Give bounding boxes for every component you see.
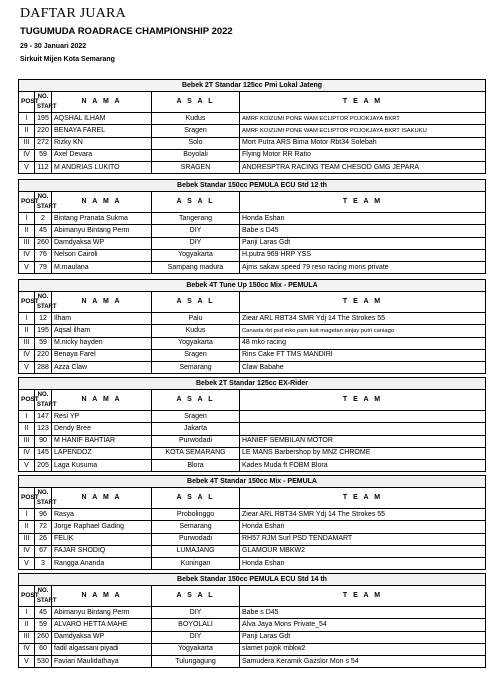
cell-team: GLAMOUR MBKW2 [240,545,486,557]
column-header-no-start: NO. START [35,390,52,411]
cell-team: Rins Cake FT TMS MANDIRI [240,349,486,361]
cell-start-number: 272 [35,137,52,149]
column-header-nama: N A M A [52,192,152,213]
results-table [18,475,486,570]
column-header-asal: A S A L [152,192,240,213]
cell-origin: Sragen [152,411,240,423]
column-header-team: T E A M [240,488,486,509]
column-header-team: T E A M [240,390,486,411]
cell-origin: Probolinggo [152,509,240,521]
cell-team: HANIEF SEMBILAN MOTOR [240,435,486,447]
cell-position: V [19,459,35,471]
cell-rider-name: M ANDRIAS LUKITO [52,161,152,173]
cell-team: Claw Babahe [240,361,486,373]
cell-rider-name: Rizky KN [52,137,152,149]
cell-position: I [19,607,35,619]
cell-origin: LUMAJANG [152,545,240,557]
table-row [19,545,486,557]
cell-rider-name: Damdyaksa WP [52,237,152,249]
cell-position: I [19,213,35,225]
cell-start-number: 26 [35,533,52,545]
table-row [19,411,486,423]
cell-origin: Sragen [152,125,240,137]
cell-start-number: 260 [35,237,52,249]
column-header-asal: A S A L [152,488,240,509]
column-header-asal: A S A L [152,586,240,607]
cell-team: AMRF KOIZUMI PONE WAM ECLIPTOR POJOKJAYA BKRT ISAKUKU [240,125,486,137]
cell-rider-name: Favian Maulidathaya [52,655,152,667]
cell-origin: BOYOLALI [152,619,240,631]
table-row [19,643,486,655]
table-row [19,423,486,435]
cell-position: IV [19,349,35,361]
cell-rider-name: Rasya [52,509,152,521]
column-header-team: T E A M [240,586,486,607]
cell-rider-name: FAJAR SHODIQ [52,545,152,557]
cell-rider-name: FELIK [52,533,152,545]
cell-start-number: 67 [35,545,52,557]
cell-start-number: 59 [35,619,52,631]
cell-rider-name: LAPENDOZ [52,447,152,459]
cell-position: I [19,509,35,521]
cell-start-number: 59 [35,337,52,349]
cell-rider-name: Ilham [52,313,152,325]
table-row [19,161,486,173]
cell-origin: Yogyakarta [152,249,240,261]
cell-origin: Kudus [152,113,240,125]
cell-team: Mort Putra ARS Bima Motor Rbt34 Solebah [240,137,486,149]
table-row [19,361,486,373]
result-section [18,573,486,668]
column-header-team: T E A M [240,192,486,213]
cell-position: V [19,161,35,173]
category-title: Bebek 2T Standar 125cc EX-Rider [19,378,486,390]
cell-position: II [19,325,35,337]
cell-team: H.putra 969 HRP YSS [240,249,486,261]
cell-origin: Boyolali [152,149,240,161]
category-title: Bebek Standar 150cc PEMULA ECU Std 12 th [19,180,486,192]
table-row [19,557,486,569]
cell-rider-name: BENAYA FAREL [52,125,152,137]
cell-rider-name: Axel Devara [52,149,152,161]
cell-rider-name: Nelson Cairoli [52,249,152,261]
cell-rider-name: Azza Claw [52,361,152,373]
column-header-team: T E A M [240,92,486,113]
table-row [19,447,486,459]
results-table [18,179,486,274]
cell-start-number: 72 [35,521,52,533]
column-header-nama: N A M A [52,390,152,411]
table-row [19,149,486,161]
cell-rider-name: Damdyaksa WP [52,631,152,643]
table-row [19,137,486,149]
cell-origin: Purwodadi [152,435,240,447]
cell-start-number: 45 [35,225,52,237]
column-header-no-start: NO. START [35,192,52,213]
results-table [18,79,486,174]
category-row [19,378,486,390]
cell-team: Babe s D45 [240,607,486,619]
cell-team: Ziear ARL RBT34 SMR Ydj 14 The Strokes 55 [240,313,486,325]
column-header-row [19,586,486,607]
cell-start-number: 45 [35,607,52,619]
category-title: Bebek 4T Standar 150cc Mix - PEMULA [19,476,486,488]
cell-origin: Yogyakarta [152,643,240,655]
table-row [19,435,486,447]
cell-position: IV [19,545,35,557]
table-row [19,313,486,325]
column-header-row [19,488,486,509]
cell-team: Alva Jaya Mons Private_54 [240,619,486,631]
cell-rider-name: M HANIF BAHTIAR [52,435,152,447]
category-row [19,280,486,292]
cell-team [240,411,486,423]
cell-position: I [19,313,35,325]
cell-origin: KOTA SEMARANG [152,447,240,459]
cell-origin: Kudus [152,325,240,337]
table-row [19,533,486,545]
cell-rider-name: Benaya Farel [52,349,152,361]
cell-position: II [19,225,35,237]
column-header-no-start: NO. START [35,586,52,607]
column-header-asal: A S A L [152,390,240,411]
cell-start-number: 3 [35,557,52,569]
table-row [19,631,486,643]
cell-start-number: 2 [35,213,52,225]
cell-start-number: 12 [35,313,52,325]
cell-team [240,423,486,435]
table-row [19,459,486,471]
cell-position: II [19,125,35,137]
category-title: Bebek 2T Standar 125cc Pmi Lokal Jateng [19,80,486,92]
cell-rider-name: Jorge Raphael Gading [52,521,152,533]
cell-start-number: 145 [35,447,52,459]
cell-start-number: 220 [35,349,52,361]
results-table [18,279,486,374]
result-section [18,179,486,274]
cell-start-number: 60 [35,643,52,655]
column-header-pos: POST [19,586,35,607]
cell-position: IV [19,149,35,161]
table-row [19,249,486,261]
cell-rider-name: Laga Kusuma [52,459,152,471]
column-header-asal: A S A L [152,292,240,313]
championship-name: TUGUMUDA ROADRACE CHAMPIONSHIP 2022 [20,26,233,37]
category-row [19,80,486,92]
cell-start-number: 220 [35,125,52,137]
cell-team: AMRF KOIZUMI PONE WAM ECLIPTOR POJOKJAYA BKRT [240,113,486,125]
cell-start-number: 195 [35,113,52,125]
cell-team: slamet pojok mbkw2 [240,643,486,655]
cell-origin: DIY [152,631,240,643]
document-title: DAFTAR JUARA [20,6,126,21]
cell-start-number: 205 [35,459,52,471]
cell-position: III [19,237,35,249]
table-row [19,521,486,533]
column-header-pos: POST [19,192,35,213]
cell-start-number: 90 [35,435,52,447]
cell-start-number: 59 [35,149,52,161]
table-row [19,509,486,521]
cell-position: IV [19,249,35,261]
cell-team: Kades Muda ft FOBM Blora [240,459,486,471]
column-header-nama: N A M A [52,292,152,313]
cell-origin: Semarang [152,361,240,373]
cell-team: Panji Laras Gdt [240,631,486,643]
event-date: 29 - 30 Januari 2022 [20,43,87,50]
column-header-row [19,192,486,213]
cell-position: III [19,533,35,545]
cell-rider-name: AQSHAL ILHAM [52,113,152,125]
cell-start-number: 260 [35,631,52,643]
cell-origin: Purwodadi [152,533,240,545]
results-table [18,377,486,472]
table-row [19,237,486,249]
column-header-row [19,292,486,313]
cell-rider-name: ALVARO HETTA MAHE [52,619,152,631]
cell-start-number: 123 [35,423,52,435]
column-header-pos: POST [19,488,35,509]
cell-start-number: 79 [35,261,52,273]
column-header-row [19,92,486,113]
column-header-no-start: NO. START [35,488,52,509]
cell-position: II [19,423,35,435]
cell-origin: Jakarta [152,423,240,435]
cell-position: III [19,337,35,349]
cell-start-number: 195 [35,325,52,337]
table-row [19,337,486,349]
cell-rider-name: Abimanyu Bintang Perm [52,225,152,237]
cell-position: V [19,655,35,667]
cell-rider-name: M.maulana [52,261,152,273]
cell-position: IV [19,643,35,655]
cell-origin: SRAGEN [152,161,240,173]
cell-origin: Yogyakarta [152,337,240,349]
cell-position: III [19,435,35,447]
cell-rider-name: Bintang Pranata Sukma [52,213,152,225]
category-title: Bebek 4T Tune Up 150cc Mix - PEMULA [19,280,486,292]
cell-origin: Kuningan [152,557,240,569]
cell-rider-name: fadil algassani piyadi [52,643,152,655]
cell-position: II [19,521,35,533]
column-header-pos: POST [19,92,35,113]
cell-position: I [19,113,35,125]
cell-position: V [19,361,35,373]
result-section [18,79,486,174]
cell-team: Canasta rbt psd mko psm kuit magetan sinjay putri caniago [240,325,486,337]
cell-position: V [19,261,35,273]
cell-origin: Sampang madura [152,261,240,273]
column-header-nama: N A M A [52,586,152,607]
cell-team: Ziear ARL RBT34 SMR Ydj 14 The Strokes 55 [240,509,486,521]
category-title: Bebek Standar 150cc PEMULA ECU Std 14 th [19,574,486,586]
column-header-no-start: NO. START [35,292,52,313]
cell-origin: Blora [152,459,240,471]
column-header-nama: N A M A [52,488,152,509]
cell-start-number: 530 [35,655,52,667]
cell-position: IV [19,447,35,459]
table-row [19,349,486,361]
cell-team: Honda Eshan [240,557,486,569]
results-table [18,573,486,668]
category-row [19,476,486,488]
table-row [19,261,486,273]
column-header-row [19,390,486,411]
result-section [18,279,486,374]
table-row [19,607,486,619]
column-header-team: T E A M [240,292,486,313]
category-row [19,180,486,192]
table-row [19,125,486,137]
cell-position: I [19,411,35,423]
cell-position: V [19,557,35,569]
result-section [18,475,486,570]
cell-origin: Solo [152,137,240,149]
cell-position: III [19,137,35,149]
cell-team: RH57 RJM Surl PSD TENDAMART [240,533,486,545]
cell-rider-name: Rangga Ananda [52,557,152,569]
cell-rider-name: Aqsal ilham [52,325,152,337]
table-row [19,619,486,631]
category-row [19,574,486,586]
cell-team: Honda Eshan [240,521,486,533]
cell-team: ANDRESPTRA RACING TEAM CHESOD GMG JEPARA [240,161,486,173]
table-row [19,213,486,225]
cell-team: Panji Laras Gdt [240,237,486,249]
cell-team: 48 mko racing [240,337,486,349]
column-header-nama: N A M A [52,92,152,113]
cell-start-number: 112 [35,161,52,173]
cell-origin: Tulungagung [152,655,240,667]
cell-origin: DIY [152,237,240,249]
cell-position: III [19,631,35,643]
cell-team: Ajms sakaw speed 79 reso racing mons private [240,261,486,273]
column-header-pos: POST [19,292,35,313]
cell-team: Honda Eshan [240,213,486,225]
cell-position: II [19,619,35,631]
table-row [19,225,486,237]
cell-rider-name: Resi YP [52,411,152,423]
cell-origin: Sragen [152,349,240,361]
cell-start-number: 147 [35,411,52,423]
cell-start-number: 96 [35,509,52,521]
cell-team: Babe s D45 [240,225,486,237]
column-header-pos: POST [19,390,35,411]
column-header-asal: A S A L [152,92,240,113]
cell-team: Samudera Keramik Gazslor Mon s 54 [240,655,486,667]
cell-rider-name: Dendy Bree [52,423,152,435]
table-row [19,655,486,667]
cell-start-number: 288 [35,361,52,373]
result-section [18,377,486,472]
cell-origin: Palu [152,313,240,325]
event-venue: Sirkuit Mijen Kota Semarang [20,56,115,63]
cell-origin: DIY [152,607,240,619]
table-row [19,325,486,337]
cell-rider-name: M.nicky hayden [52,337,152,349]
cell-origin: DIY [152,225,240,237]
cell-team: LE MANS Barbershop by MNZ CHROME [240,447,486,459]
cell-origin: Tangerang [152,213,240,225]
cell-team: Flying Motor RR Ratio [240,149,486,161]
cell-start-number: 76 [35,249,52,261]
table-row [19,113,486,125]
cell-origin: Semarang [152,521,240,533]
cell-rider-name: Abimanyu Bintang Perm [52,607,152,619]
column-header-no-start: NO. START [35,92,52,113]
